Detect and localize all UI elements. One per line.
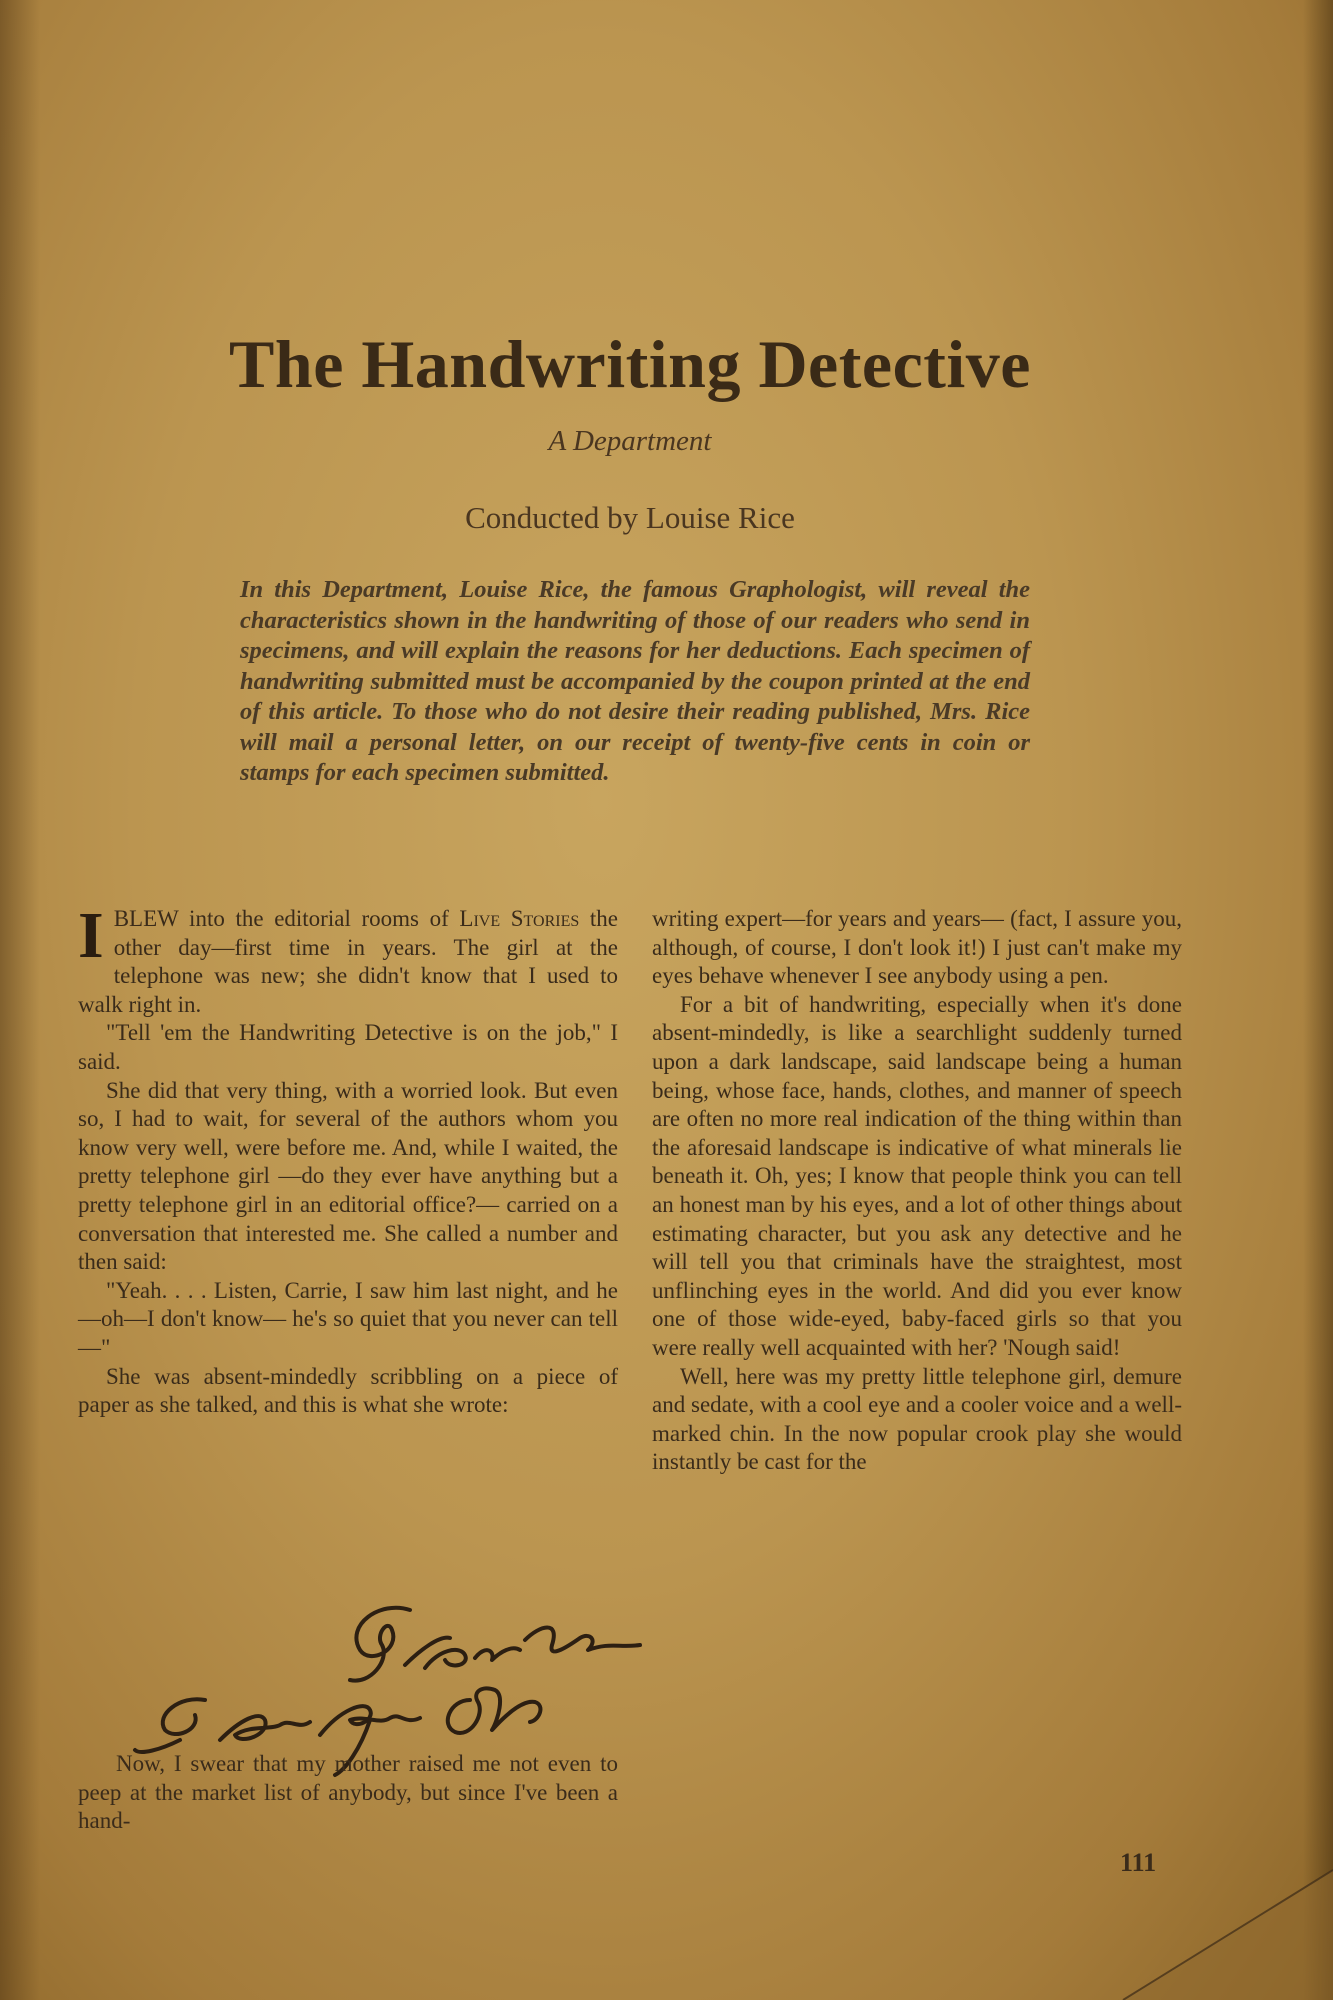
byline: Conducted by Louise Rice [465,500,795,535]
drop-cap: I [78,899,104,972]
article-paragraph-9: Well, here was my pretty little telephone girl, demure and sedate, with a cool eye and a cooler voice and a well-marked chin. In the now popular crook play she would instantly be cast for the [652,1363,1182,1475]
page-edge-shadow [1303,0,1333,2000]
article-paragraph-8: For a bit of handwriting, especially when it's done absent-mindedly, is like a searchlight suddenly turned upon a dark landscape, said landscape being a human being, whose face, hands, clothes, and manner of speech are often no more real indication of the thing within than the aforesaid landscape is indicative of what minerals lie beneath it. Oh, yes; I know that people think you can tell an honest man by his eyes, and a lot of other things about estimating character, but you ask any detective and he will tell you that criminals have the straightest, most unflinching eyes in the world. And did you ever know one of those wide-eyed, baby-faced girls so that you were really well acquainted with her? 'Nough said! [652,991,1182,1360]
article-paragraph-3: She did that very thing, with a worried look. But even so, I had to wait, for several of the authors whom you know very well, were before me. And, while I waited, the pretty telephone girl —do they ever have anything but a pretty telephone girl in an editorial office?— carried on a conversation that interested me. She called a number and then said: [78,1077,618,1275]
binding-shadow [0,0,40,2000]
page-corner [1093,1830,1333,2000]
article-paragraph-7: writing expert—for years and years— (fact, I assure you, although, of course, I don't look it!) I just can't make my eyes behave whenever I see anybody using a pen. [652,906,1182,989]
paragraph-text: the other day—first time in years. The girl at the telephone was new; she didn't know that I used to walk right in. [78,906,618,1017]
article-paragraph-4: "Yeah. . . . Listen, Carrie, I saw him last night, and he—oh—I don't know— he's so quiet that you never can tell—" [78,1277,618,1360]
page-number: 111 [1120,1848,1157,1877]
right-column [652,905,1182,1477]
article-paragraph-6: Now, I swear that my mother raised me not even to peep at the market list of anybody, but since I've been a hand- [78,1751,618,1834]
page-title: The Handwriting Detective [229,326,1031,402]
department-subtitle: A Department [548,425,712,457]
article-paragraph-2: "Tell 'em the Handwriting Detective is on the job," I said. [78,1020,618,1074]
left-column-bottom [78,1750,618,1836]
article-paragraph-5: She was absent-mindedly scribbling on a piece of paper as she talked, and this is what she wrote: [78,1363,618,1418]
article-paragraph-1 [78,899,618,1019]
paragraph-text: BLEW into the editorial rooms of [113,906,460,931]
intro-paragraph: In this Department, Louise Rice, the famous Graphologist, will reveal the characteristics shown in the handwriting of those of our readers who send in specimens, and will explain the reasons for her deductions. Each specimen of handwriting submitted must be accompanied by the coupon printed at the end of this article. To those who do not desire their reading published, Mrs. Rice will mail a personal letter, on our receipt of twenty-five cents in coin or stamps for each specimen submitted. [240,576,1030,786]
magazine-name: Live Stories [459,906,580,931]
left-column [78,899,618,1420]
